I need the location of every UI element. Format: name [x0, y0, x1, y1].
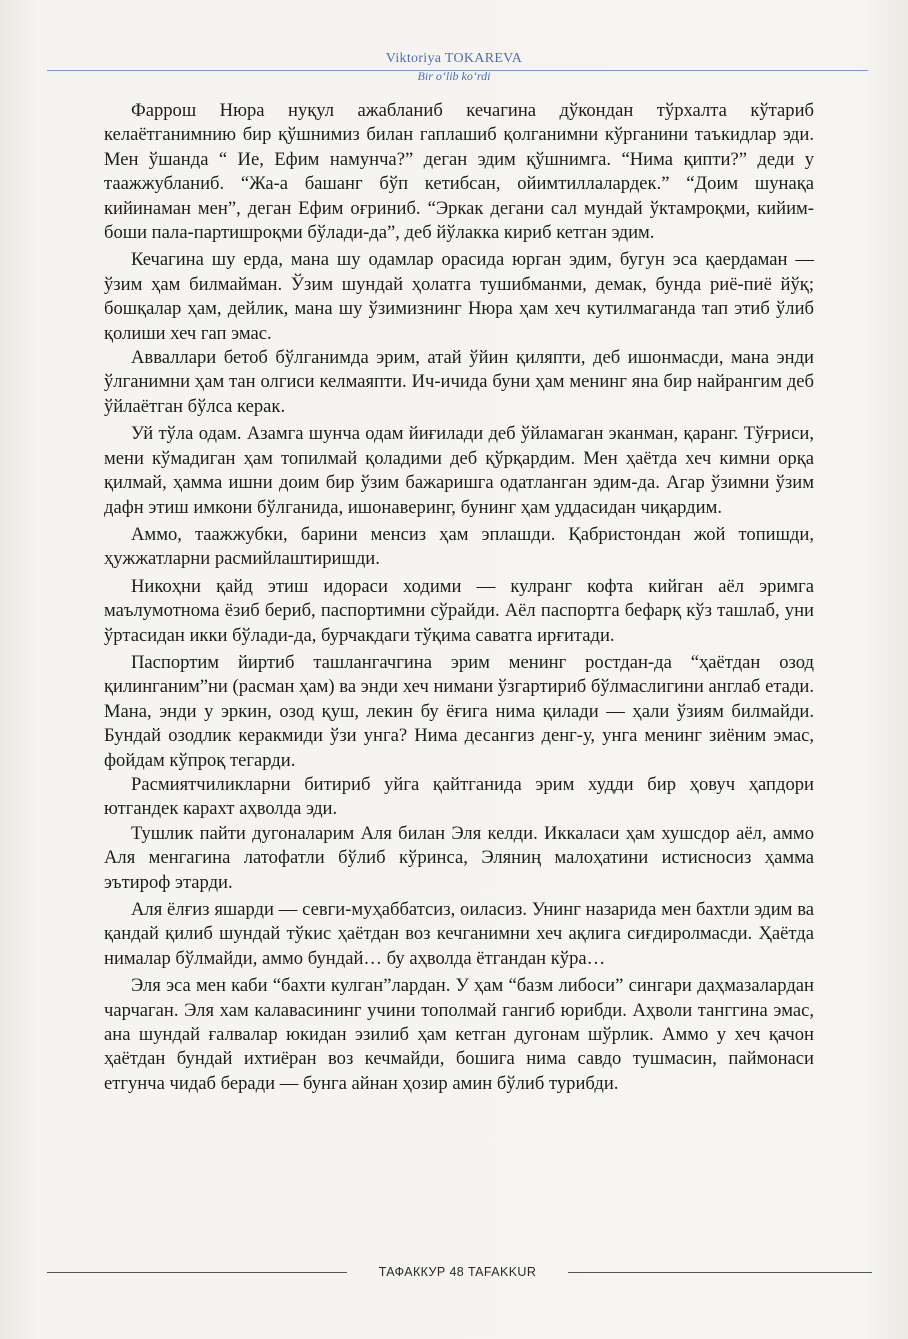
paragraph: Эля эса мен каби “бахти кулган”лардан. У ҳам “базм либоси” сингари даҳмазалардан чарчаган. Эля хам калавасининг учини тополмай гангиб юрибди. Аҳволи танггина эмас, ана шундай ғалвалар юкидан эзилиб ҳам кетган дугонам шўрлик. Аммо у хеч қачон ҳаётдан бундай ихтиёран воз кечмайди, бошига нима савдо тушмасин, паймонаси етгунча чидаб беради — бунга айнан ҳозир амин бўлиб турибди.: [104, 975, 814, 1094]
paragraph: Фаррош Нюра нуқул ажабланиб кечагина дўкондан тўрхалта кўтариб келаётганимнию бир қўшнимиз билан гаплашиб қолганимни кўрганини таъкидлар эди. Мен ўшанда “ Ие, Ефим намунча?” деган эдим қўшнимга. “Нима қипти?” деди у таажжубланиб. “Жа-а башанг бўп кетибсан, ойимтиллалардек.” “Доим шунақа кийинаман мен”, деган Ефим оғриниб. “Эркак дегани сал мундай ўктамроқми, кийим-боши пала-партишроқми бўлади-да”, деб йўлакка кириб кетган эдим.: [104, 100, 814, 244]
paragraph: Аммо, таажжубки, барини менсиз ҳам эплашди. Қабристондан жой топишди, ҳужжатларни расмийлаштиришди.: [104, 523, 814, 570]
header-rule: [47, 70, 868, 71]
paragraph: Кечагина шу ерда, мана шу одамлар орасида юрган эдим, бугун эса қаердаман — ўзим ҳам билмайман. Ўзим шундай ҳолатга тушибманми, демак, бунда риё-пиё йўқ; бошқалар ҳам, дейлик, мана шу ўзимизнинг Нюра ҳам хеч кутилмаганда тап этиб ўлиб қолиши хеч гап эмас.: [104, 249, 814, 344]
footer-label: ТАФАККУР 48 TAFAKKUR: [378, 1265, 537, 1279]
paragraph: Расмиятчиликларни битириб уйга қайтганида эрим худди бир ҳовуч ҳапдори ютгандек карахт аҳволда эди.: [104, 773, 814, 820]
paragraph: Тушлик пайти дугоналарим Аля билан Эля келди. Иккаласи ҳам хушсдор аёл, аммо Аля менгагина латофатли бўлиб кўринса, Эляниң малоҳатини истисносиз ҳамма эътироф этарди.: [104, 822, 814, 893]
header-title: Bir o‘lib ko‘rdi: [417, 69, 491, 83]
footer-rule-right: [568, 1272, 872, 1273]
page-footer: [0, 1263, 908, 1283]
paragraph: Авваллари бетоб бўлганимда эрим, атай ўйин қиляпти, деб ишонмасди, мана энди ўлганимни ҳам тан олгиси келмаяпти. Ич-ичида буни ҳам менинг яна бир найрангим деб ўйлаётган бўлса керак.: [104, 347, 814, 417]
header-author: Viktoriya TOKAREVA: [385, 51, 523, 66]
article-body: [104, 99, 814, 1096]
footer-rule-left: [47, 1272, 347, 1273]
paragraph: Уй тўла одам. Азамга шунча одам йиғилади деб ўйламаган эканман, қаранг. Тўғриси, мени кўмадиган ҳам топилмай қоладими деб қўрқардим. Мен ҳаётда хеч кимни орқа қилмай, ҳамма ишни доим бир ўзим бажаришга одатланган эдим-да. Агар ўзимни ўзим дафн этиш имкони бўлганида, ишонаверинг, бунинг ҳам уддасидан чиқардим.: [104, 423, 814, 518]
paragraph: Аля ёлғиз яшарди — севги-муҳаббатсиз, оиласиз. Унинг назарида мен бахтли эдим ва қандай қилиб шундай тўкис ҳаётдан воз кечганимни хеч ақлига сиғдиролмасди. Ҳаётда нималар бўлмайди, аммо бундай… бу аҳволда ётгандан кўра…: [104, 899, 814, 969]
paragraph: Паспортим йиртиб ташлангачгина эрим менинг ростдан-да “ҳаётдан озод қилинганим”ни (расман ҳам) ва энди хеч нимани ўзгартириб бўлмаслигини англаб етади. Мана, энди у эркин, озод қуш, лекин бу ёғига нима қилади — ҳали ўзиям билмайди. Бундай озодлик керакмиди ўзи унга? Нима десангиз денг-у, унга менинг зиёним эмас, фойдам кўпроқ тегарди.: [104, 651, 814, 771]
paragraph: Никоҳни қайд этиш идораси ходими — кулранг кофта кийган аёл эримга маълумотнома ёзиб бериб, паспортимни сўрайди. Аёл паспортга бефарқ кўз ташлаб, уни ўртасидан икки бўлади-да, бурчакдаги тўқима саватга ирғитади.: [104, 575, 814, 646]
running-header: [0, 50, 908, 83]
